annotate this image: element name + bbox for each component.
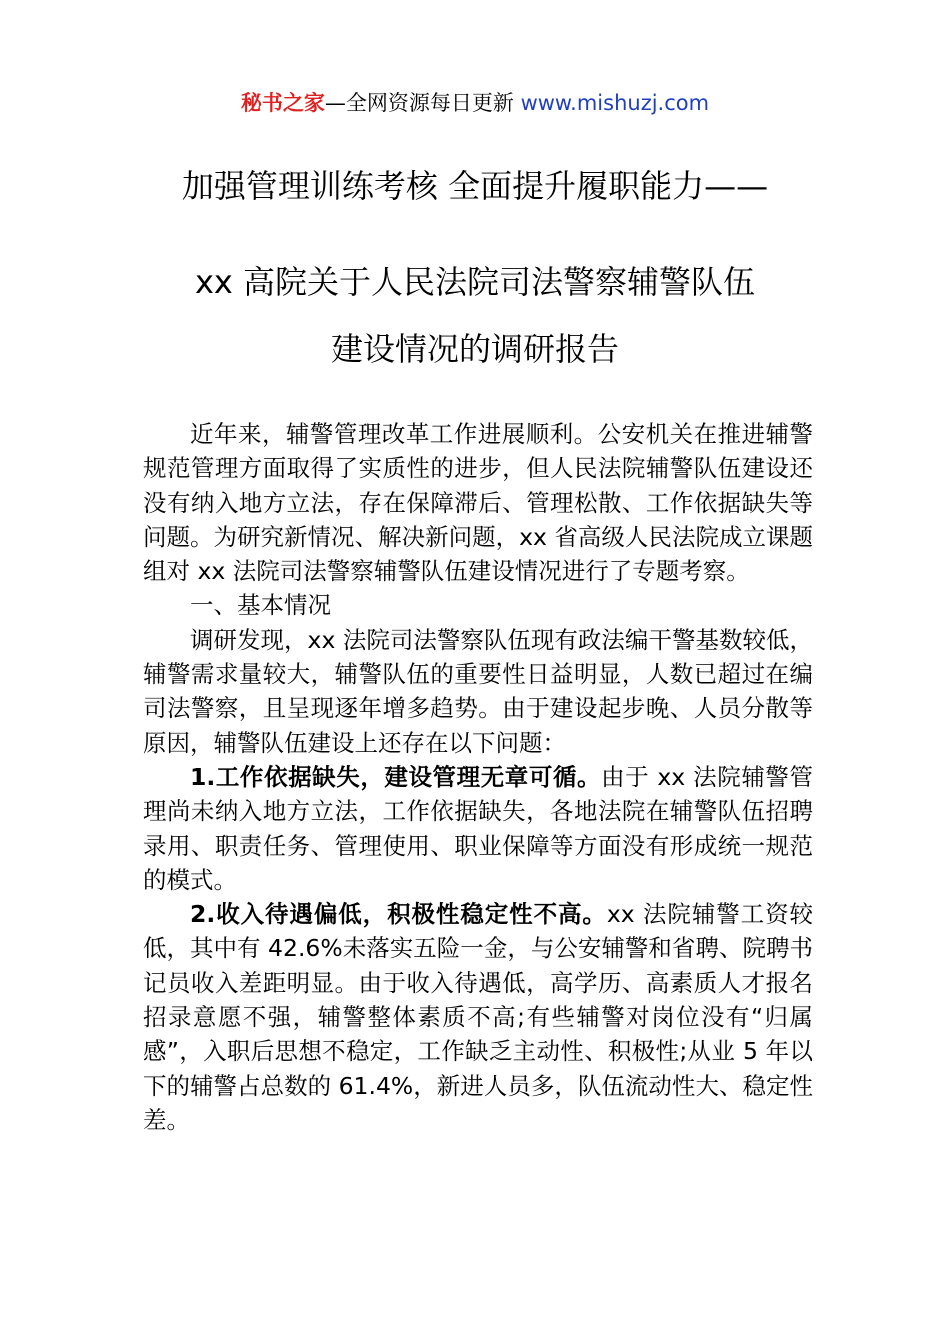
issue-item-2 [143,897,813,1137]
issue-item-1-text: 由于 xx 法院辅警管理尚未纳入地方立法，工作依据缺失，各地法院在辅警队伍招聘录用、职责任务、管理使用、职业保障等方面没有形成统一规范的模式。 [143,762,813,894]
issue-item-2-text: xx 法院辅警工资较低，其中有 42.6%未落实五险一金，与公安辅警和省聘、院聘书记员收入差距明显。由于收入待遇低，高学历、高素质人才报名招录意愿不强，辅警整体素质不高;有些辅警对岗位没有“归属感”，入职后思想不稳定，工作缺乏主动性、积极性;从业 5 年以下的辅警占总数的 61.4%，新进人员多，队伍流动性大、稳定性差。 [143,900,813,1134]
issue-item-1 [143,760,813,897]
section-heading-basic: 一、基本情况 [190,591,331,620]
site-brand: 秘书之家 [240,91,325,115]
document-body [143,417,813,1137]
header-dash: — [324,91,346,115]
site-slogan: 全网资源每日更新 [345,91,521,115]
issue-item-1-heading: 1.工作依据缺失，建设管理无章可循。 [190,762,602,791]
site-header [0,88,950,118]
issue-item-2-heading: 2.收入待遇偏低，积极性稳定性不高。 [190,900,607,929]
title-line-1: 加强管理训练考核 全面提升履职能力—— [181,167,769,205]
findings-paragraph: 调研发现，xx 法院司法警察队伍现有政法编干警基数较低，辅警需求量较大，辅警队伍的重要性日益明显，人数已超过在编司法警察，且呈现逐年增多趋势。由于建设起步晚、人员分散等原因，辅警队伍建设上还存在以下问题： [143,625,813,757]
title-line-2: xx 高院关于人民法院司法警察辅警队伍 [194,263,756,301]
site-url-link[interactable]: www.mishuzj.com [520,91,710,115]
title-line-3: 建设情况的调研报告 [330,330,619,368]
intro-paragraph: 近年来，辅警管理改革工作进展顺利。公安机关在推进辅警规范管理方面取得了实质性的进步，但人民法院辅警队伍建设还没有纳入地方立法，存在保障滞后、管理松散、工作依据缺失等问题。为研究新情况、解决新问题，xx 省高级人民法院成立课题组对 xx 法院司法警察辅警队伍建设情况进行了专题考察。 [143,420,813,586]
